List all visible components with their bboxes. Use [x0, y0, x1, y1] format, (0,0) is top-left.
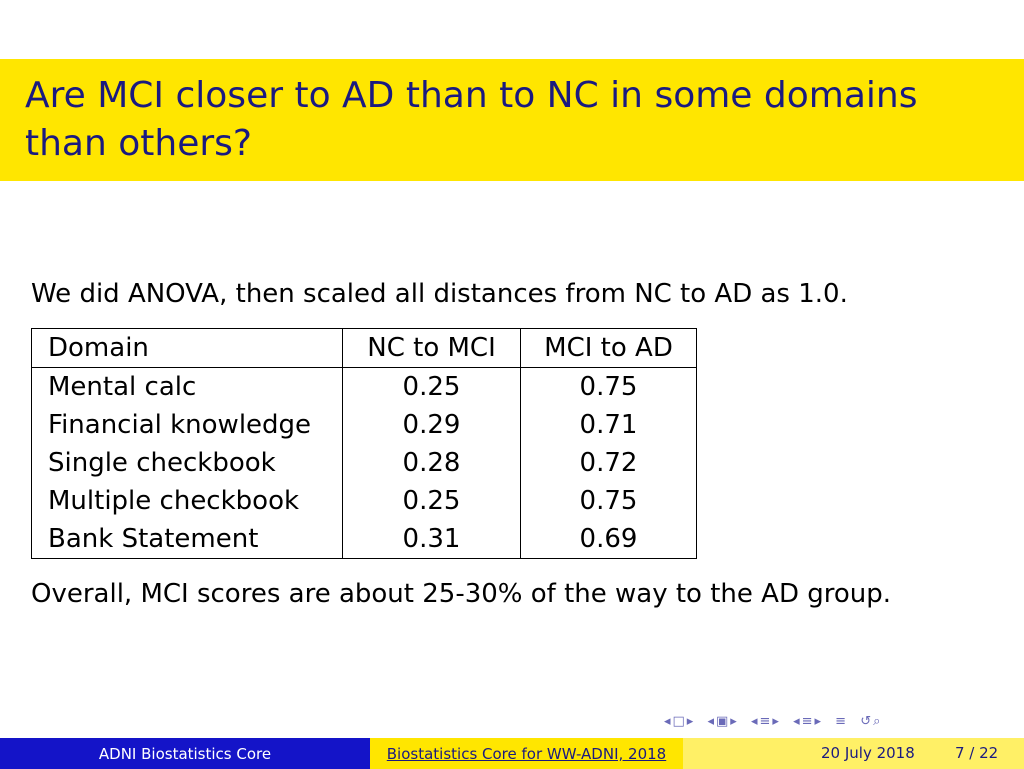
footer-page-number: 7 / 22	[955, 744, 999, 762]
cell-domain: Bank Statement	[32, 520, 343, 559]
cell-mci-to-ad: 0.75	[521, 368, 697, 407]
beamer-navigation	[664, 714, 888, 729]
cell-nc-to-mci: 0.25	[343, 368, 521, 407]
nav-search-icon[interactable]: ↺⌕	[860, 714, 883, 729]
footer-author: ADNI Biostatistics Core	[0, 738, 370, 769]
cell-mci-to-ad: 0.71	[521, 406, 697, 444]
table-row	[32, 520, 697, 559]
header-mci-to-ad: MCI to AD	[521, 329, 697, 368]
header-domain: Domain	[32, 329, 343, 368]
nav-align-icon[interactable]: ≡	[835, 714, 849, 729]
cell-domain: Single checkbook	[32, 444, 343, 482]
table-row	[32, 444, 697, 482]
nav-frame-icon[interactable]: ◂▣▸	[707, 714, 739, 729]
cell-domain: Financial knowledge	[32, 406, 343, 444]
cell-nc-to-mci: 0.28	[343, 444, 521, 482]
cell-mci-to-ad: 0.72	[521, 444, 697, 482]
header-nc-to-mci: NC to MCI	[343, 329, 521, 368]
cell-domain: Mental calc	[32, 368, 343, 407]
cell-nc-to-mci: 0.29	[343, 406, 521, 444]
slide-title: Are MCI closer to AD than to NC in some domains than others?	[25, 75, 918, 164]
table-row	[32, 406, 697, 444]
table-row	[32, 368, 697, 407]
cell-nc-to-mci: 0.25	[343, 482, 521, 520]
intro-text: We did ANOVA, then scaled all distances from NC to AD as 1.0.	[31, 279, 848, 309]
domain-table	[31, 328, 697, 559]
summary-text: Overall, MCI scores are about 25-30% of the way to the AD group.	[31, 579, 892, 609]
cell-mci-to-ad: 0.69	[521, 520, 697, 559]
cell-mci-to-ad: 0.75	[521, 482, 697, 520]
cell-domain: Multiple checkbook	[32, 482, 343, 520]
footer	[0, 738, 1024, 769]
table-header-row	[32, 329, 697, 368]
footer-right-block	[683, 738, 1024, 769]
nav-first-icon[interactable]: ◂□▸	[664, 714, 696, 729]
footer-date: 20 July 2018	[821, 744, 915, 762]
cell-nc-to-mci: 0.31	[343, 520, 521, 559]
footer-presentation-title[interactable]: Biostatistics Core for WW-ADNI, 2018	[370, 738, 683, 769]
nav-section-icon[interactable]: ◂≡▸	[750, 714, 781, 729]
nav-subsection-icon[interactable]: ◂≡▸	[793, 714, 824, 729]
table-row	[32, 482, 697, 520]
